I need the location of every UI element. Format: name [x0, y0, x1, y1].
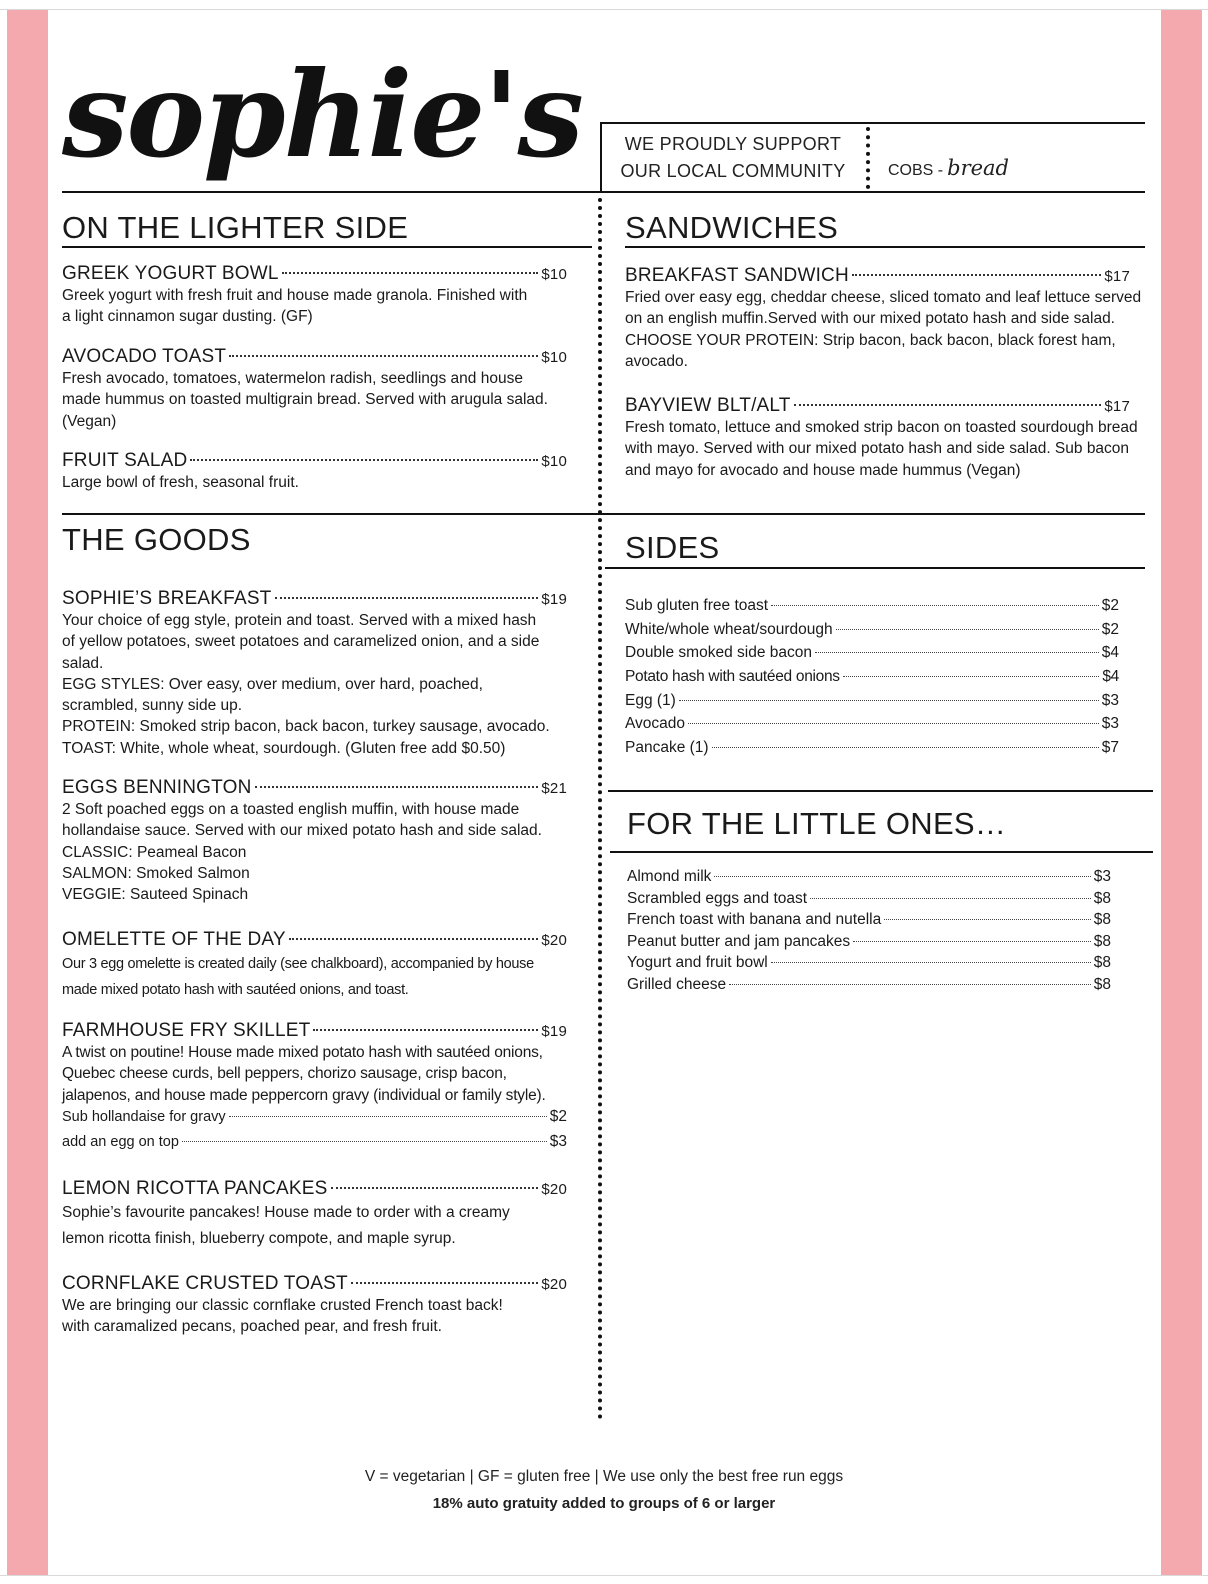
desc-line: hollandaise sauce. Served with our mixed potato hash and side salad.	[62, 822, 542, 840]
desc-line: scrambled, sunny side up.	[62, 697, 243, 715]
dot-leader	[190, 459, 538, 461]
desc-line: made hummus on toasted multigrain bread. Served with arugula salad.	[62, 391, 548, 409]
addon-row	[62, 1133, 567, 1151]
partner-script: bread	[947, 156, 1009, 180]
section-title-sides: SIDES	[625, 530, 720, 565]
item-description	[62, 799, 592, 905]
desc-line: of yellow potatoes, sweet potatoes and caramelized onion, and a side	[62, 633, 540, 651]
item-name: BAYVIEW BLT/ALT	[625, 395, 791, 416]
dot-leader	[255, 786, 539, 788]
footer-gratuity: 18% auto gratuity added to groups of 6 or larger	[432, 1495, 776, 1512]
section-title-kids: FOR THE LITTLE ONES…	[627, 806, 1007, 841]
item-description	[625, 287, 1155, 372]
page-top-edge	[0, 9, 1208, 10]
desc-line: Fried over easy egg, cheddar cheese, sliced tomato and leaf lettuce served	[625, 289, 1142, 306]
item-price: $21	[541, 780, 567, 797]
desc-line: Your choice of egg style, protein and toast. Served with a mixed hash	[62, 612, 537, 629]
item-name: GREEK YOGURT BOWL	[62, 263, 279, 284]
desc-line: VEGGIE: Sauteed Spinach	[62, 886, 249, 904]
desc-line: CHOOSE YOUR PROTEIN: Strip bacon, back bacon, black forest ham,	[625, 331, 1116, 349]
desc-line: EGG STYLES: Over easy, over medium, over hard, poached,	[62, 675, 483, 693]
menu-item-greek-yogurt-bowl	[62, 263, 567, 328]
kids-row	[627, 911, 1111, 933]
desc-line: salad.	[62, 654, 104, 672]
side-price: $2	[1101, 620, 1119, 638]
dot-leader	[714, 876, 1090, 877]
menu-item-omelette-of-the-day	[62, 929, 567, 1003]
dot-leader	[810, 898, 1091, 899]
sophies-logo	[62, 28, 582, 208]
dot-leader	[771, 605, 1099, 606]
item-name: OMELETTE OF THE DAY	[62, 929, 286, 950]
header-left-rule	[600, 122, 602, 192]
dot-leader	[182, 1141, 547, 1142]
menu-item-cornflake-crusted-toast	[62, 1273, 567, 1338]
addon-price: $2	[549, 1107, 567, 1125]
column-dotted-divider	[598, 198, 602, 1420]
item-description	[62, 1295, 567, 1338]
desc-line: a light cinnamon sugar dusting. (GF)	[62, 308, 313, 326]
kids-price: $8	[1093, 932, 1111, 950]
dot-leader	[331, 1187, 539, 1189]
kids-label: Grilled cheese	[627, 975, 727, 993]
right-pink-band	[1161, 10, 1202, 1575]
item-price: $17	[1104, 268, 1130, 285]
item-price: $17	[1104, 398, 1130, 415]
dot-leader	[852, 274, 1101, 276]
desc-line: made mixed potato hash with sautéed onions, and toast.	[62, 982, 409, 998]
item-name: SOPHIE’S BREAKFAST	[62, 588, 272, 609]
section-rule-kids	[610, 851, 1153, 853]
item-price: $19	[541, 591, 567, 608]
item-name: FARMHOUSE FRY SKILLET	[62, 1020, 311, 1041]
menu-item-lemon-ricotta-pancakes	[62, 1178, 567, 1252]
item-description	[62, 368, 592, 432]
kids-price: $3	[1093, 868, 1111, 885]
item-description	[62, 1200, 567, 1252]
item-name: LEMON RICOTTA PANCAKES	[62, 1178, 328, 1199]
item-name: BREAKFAST SANDWICH	[625, 265, 849, 286]
dot-leader	[843, 676, 1100, 677]
logo-text: sophie's	[62, 45, 582, 184]
header-bottom-rule	[62, 191, 1145, 193]
item-price: $10	[541, 349, 567, 366]
kids-price: $8	[1093, 889, 1111, 907]
side-row	[625, 621, 1119, 645]
kids-row	[627, 933, 1111, 955]
desc-line: 2 Soft poached eggs on a toasted english muffin, with house made	[62, 801, 520, 818]
kids-list	[627, 868, 1111, 998]
desc-line: We are bringing our classic cornflake crusted French toast back!	[62, 1297, 503, 1314]
item-description	[62, 951, 592, 1003]
dot-leader	[229, 1116, 547, 1117]
addon-label: add an egg on top	[62, 1133, 179, 1150]
item-price: $20	[541, 1181, 567, 1198]
section-rule-sides	[605, 567, 1145, 569]
dot-leader	[853, 941, 1091, 942]
addon-label: Sub hollandaise for gravy	[62, 1108, 226, 1125]
dot-leader	[729, 984, 1091, 985]
menu-item-bayview-blt	[625, 395, 1138, 481]
dot-leader	[351, 1282, 539, 1284]
item-price: $20	[541, 1276, 567, 1293]
desc-line: A twist on poutine! House made mixed potato hash with sautéed onions,	[62, 1044, 543, 1061]
item-description	[62, 472, 567, 493]
desc-line: TOAST: White, whole wheat, sourdough. (Gluten free add $0.50)	[62, 739, 506, 757]
menu-item-avocado-toast	[62, 346, 567, 432]
left-pink-band	[7, 10, 48, 1575]
side-label: Egg (1)	[625, 691, 676, 709]
item-description	[625, 417, 1155, 481]
menu-item-sophies-breakfast	[62, 588, 567, 759]
menu-item-fruit-salad	[62, 450, 567, 493]
kids-row	[627, 954, 1111, 976]
desc-line: Quebec cheese curds, bell peppers, chorizo sausage, crisp bacon,	[62, 1065, 507, 1083]
kids-label: Peanut butter and jam pancakes	[627, 932, 851, 950]
side-row	[625, 692, 1119, 716]
side-price: $3	[1101, 715, 1119, 733]
page-bottom-edge	[0, 1575, 1208, 1576]
section-rule-lighter	[62, 246, 592, 248]
menu-item-farmhouse-fry-skillet	[62, 1020, 567, 1151]
desc-line: Our 3 egg omelette is created daily (see chalkboard), accompanied by house	[62, 956, 534, 972]
item-name: AVOCADO TOAST	[62, 346, 227, 367]
desc-line: with mayo. Served with our mixed potato hash and side salad. Sub bacon	[625, 440, 1130, 458]
menu-item-eggs-bennington	[62, 777, 567, 905]
section-title-sandwiches: SANDWICHES	[625, 210, 839, 245]
addon-price: $3	[549, 1132, 567, 1150]
community-support-note	[618, 131, 848, 185]
header-dotted-divider	[866, 127, 870, 189]
desc-line: Large bowl of fresh, seasonal fruit.	[62, 474, 299, 491]
side-price: $2	[1101, 597, 1119, 614]
item-description	[62, 1042, 592, 1106]
side-row	[625, 668, 1119, 692]
desc-line: Fresh tomato, lettuce and smoked strip bacon on toasted sourdough bread	[625, 419, 1138, 436]
side-row	[625, 644, 1119, 668]
partner-name: COBS -	[888, 162, 944, 179]
side-label: White/whole wheat/sourdough	[625, 620, 833, 638]
desc-line: on an english muffin.Served with our mixed potato hash and side salad.	[625, 310, 1115, 328]
dot-leader	[836, 629, 1099, 630]
side-label: Avocado	[625, 715, 686, 733]
item-price: $19	[541, 1023, 567, 1040]
sides-list	[625, 597, 1119, 763]
menu-item-breakfast-sandwich	[625, 265, 1142, 372]
side-label: Pancake (1)	[625, 739, 709, 757]
kids-row	[627, 976, 1111, 998]
footer-legend: V = vegetarian | GF = gluten free | We use only the best free run eggs	[364, 1468, 844, 1485]
partner-credit	[888, 156, 1009, 180]
support-line-2: OUR LOCAL COMMUNITY	[620, 161, 846, 181]
desc-line: Fresh avocado, tomatoes, watermelon radish, seedlings and house	[62, 370, 523, 387]
kids-price: $8	[1093, 954, 1111, 972]
side-label: Potato hash with sautéed onions	[625, 668, 840, 686]
side-row	[625, 597, 1119, 621]
desc-line: (Vegan)	[62, 412, 117, 430]
dot-leader	[679, 700, 1099, 701]
item-name: FRUIT SALAD	[62, 450, 188, 471]
mid-section-rule	[62, 513, 1145, 515]
item-name: EGGS BENNINGTON	[62, 777, 252, 798]
desc-line: SALMON: Smoked Salmon	[62, 864, 250, 882]
desc-line: with caramalized pecans, poached pear, and fresh fruit.	[62, 1318, 442, 1336]
side-row	[625, 715, 1119, 739]
dot-leader	[884, 919, 1091, 920]
dot-leader	[712, 747, 1099, 748]
dot-leader	[771, 962, 1091, 963]
desc-line: lemon ricotta finish, blueberry compote, and maple syrup.	[62, 1230, 456, 1247]
kids-label: Almond milk	[627, 868, 712, 885]
item-price: $10	[541, 453, 567, 470]
side-price: $4	[1101, 644, 1119, 662]
desc-line: CLASSIC: Peameal Bacon	[62, 843, 247, 861]
kids-row	[627, 890, 1111, 912]
desc-line: PROTEIN: Smoked strip bacon, back bacon, turkey sausage, avocado.	[62, 718, 550, 736]
side-price: $3	[1101, 691, 1119, 709]
dot-leader	[688, 723, 1099, 724]
item-price: $20	[541, 932, 567, 949]
side-row	[625, 739, 1119, 763]
dot-leader	[289, 938, 539, 940]
item-description	[62, 610, 592, 759]
section-title-goods: THE GOODS	[62, 522, 251, 557]
dot-leader	[815, 652, 1099, 653]
header-top-rule	[600, 122, 1145, 124]
kids-label: Scrambled eggs and toast	[627, 889, 808, 907]
dot-leader	[275, 597, 539, 599]
desc-line: and mayo for avocado and house made hummus (Vegan)	[625, 461, 1021, 479]
side-price: $4	[1102, 668, 1119, 686]
item-description	[62, 285, 567, 328]
addon-row	[62, 1108, 567, 1126]
kids-label: Yogurt and fruit bowl	[627, 954, 768, 972]
kids-row	[627, 868, 1111, 890]
dot-leader	[313, 1029, 538, 1031]
desc-line: Greek yogurt with fresh fruit and house made granola. Finished with	[62, 287, 528, 304]
desc-line: jalapenos, and house made peppercorn gravy (individual or family style).	[62, 1086, 546, 1104]
item-name: CORNFLAKE CRUSTED TOAST	[62, 1273, 348, 1294]
dot-leader	[282, 272, 539, 274]
section-rule-sandwiches	[625, 246, 1145, 248]
kids-label: French toast with banana and nutella	[627, 911, 882, 929]
dot-leader	[229, 355, 538, 357]
side-label: Double smoked side bacon	[625, 644, 812, 662]
dot-leader	[794, 404, 1102, 406]
desc-line: Sophie’s favourite pancakes! House made to order with a creamy	[62, 1204, 510, 1221]
desc-line: avocado.	[625, 352, 688, 370]
kids-price: $8	[1093, 975, 1111, 993]
side-label: Sub gluten free toast	[625, 597, 769, 614]
section-divider-kids	[608, 790, 1153, 792]
side-price: $7	[1101, 739, 1119, 757]
section-title-lighter: ON THE LIGHTER SIDE	[62, 210, 409, 245]
support-line-1: WE PROUDLY SUPPORT	[624, 134, 842, 154]
item-price: $10	[541, 266, 567, 283]
kids-price: $8	[1093, 911, 1111, 929]
